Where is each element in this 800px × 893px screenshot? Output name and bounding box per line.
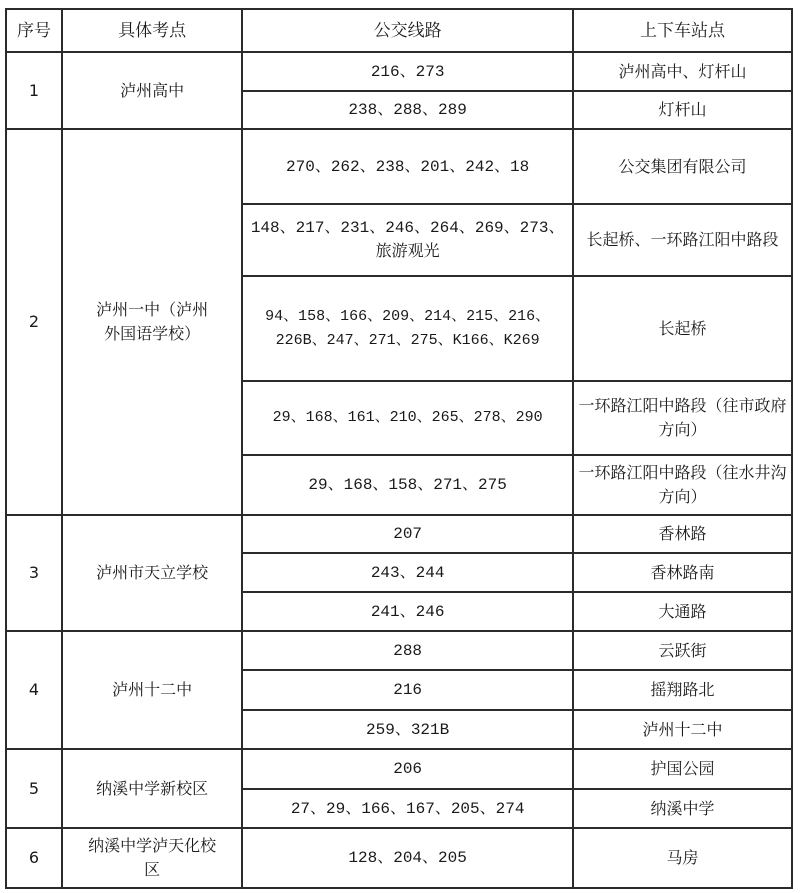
site-cell: 泸州高中	[62, 52, 242, 129]
header-site: 具体考点	[62, 9, 242, 52]
routes-cell: 238、288、289	[242, 91, 573, 129]
routes-cell: 29、168、158、271、275	[242, 455, 573, 515]
stops-cell: 泸州十二中	[573, 710, 792, 749]
header-index: 序号	[6, 9, 62, 52]
stops-cell: 云跃街	[573, 631, 792, 670]
routes-cell: 259、321B	[242, 710, 573, 749]
routes-cell: 29、168、161、210、265、278、290	[242, 381, 573, 455]
routes-cell: 207	[242, 515, 573, 553]
table-row	[6, 828, 792, 888]
index-cell: 3	[6, 515, 62, 631]
stops-cell: 护国公园	[573, 749, 792, 789]
site-cell: 泸州一中（泸州外国语学校）	[62, 129, 242, 515]
site-cell: 纳溪中学泸天化校区	[62, 828, 242, 888]
header-routes: 公交线路	[242, 9, 573, 52]
table-row	[6, 129, 792, 204]
routes-cell: 241、246	[242, 592, 573, 631]
site-cell: 泸州十二中	[62, 631, 242, 749]
table-row	[6, 631, 792, 670]
stops-cell: 长起桥、一环路江阳中路段	[573, 204, 792, 276]
routes-cell: 288	[242, 631, 573, 670]
stops-cell: 马房	[573, 828, 792, 888]
stops-cell: 香林路南	[573, 553, 792, 592]
bus-route-table	[5, 8, 793, 889]
header-stops: 上下车站点	[573, 9, 792, 52]
routes-cell: 243、244	[242, 553, 573, 592]
header-row	[6, 9, 792, 52]
index-cell: 6	[6, 828, 62, 888]
table-row	[6, 515, 792, 553]
index-cell: 5	[6, 749, 62, 828]
stops-cell: 香林路	[573, 515, 792, 553]
stops-cell: 一环路江阳中路段（往水井沟方向）	[573, 455, 792, 515]
routes-cell: 148、217、231、246、264、269、273、旅游观光	[242, 204, 573, 276]
stops-cell: 泸州高中、灯杆山	[573, 52, 792, 91]
index-cell: 2	[6, 129, 62, 515]
stops-cell: 长起桥	[573, 276, 792, 381]
site-cell: 纳溪中学新校区	[62, 749, 242, 828]
index-cell: 4	[6, 631, 62, 749]
routes-cell: 216	[242, 670, 573, 710]
routes-cell: 216、273	[242, 52, 573, 91]
stops-cell: 灯杆山	[573, 91, 792, 129]
routes-cell: 27、29、166、167、205、274	[242, 789, 573, 828]
routes-cell: 270、262、238、201、242、18	[242, 129, 573, 204]
table-row	[6, 749, 792, 789]
stops-cell: 大通路	[573, 592, 792, 631]
routes-cell: 94、158、166、209、214、215、216、226B、247、271、275、K166、K269	[242, 276, 573, 381]
table-row	[6, 52, 792, 91]
routes-cell: 206	[242, 749, 573, 789]
stops-cell: 摇翔路北	[573, 670, 792, 710]
site-cell: 泸州市天立学校	[62, 515, 242, 631]
stops-cell: 纳溪中学	[573, 789, 792, 828]
stops-cell: 一环路江阳中路段（往市政府方向）	[573, 381, 792, 455]
routes-cell: 128、204、205	[242, 828, 573, 888]
index-cell: 1	[6, 52, 62, 129]
stops-cell: 公交集团有限公司	[573, 129, 792, 204]
